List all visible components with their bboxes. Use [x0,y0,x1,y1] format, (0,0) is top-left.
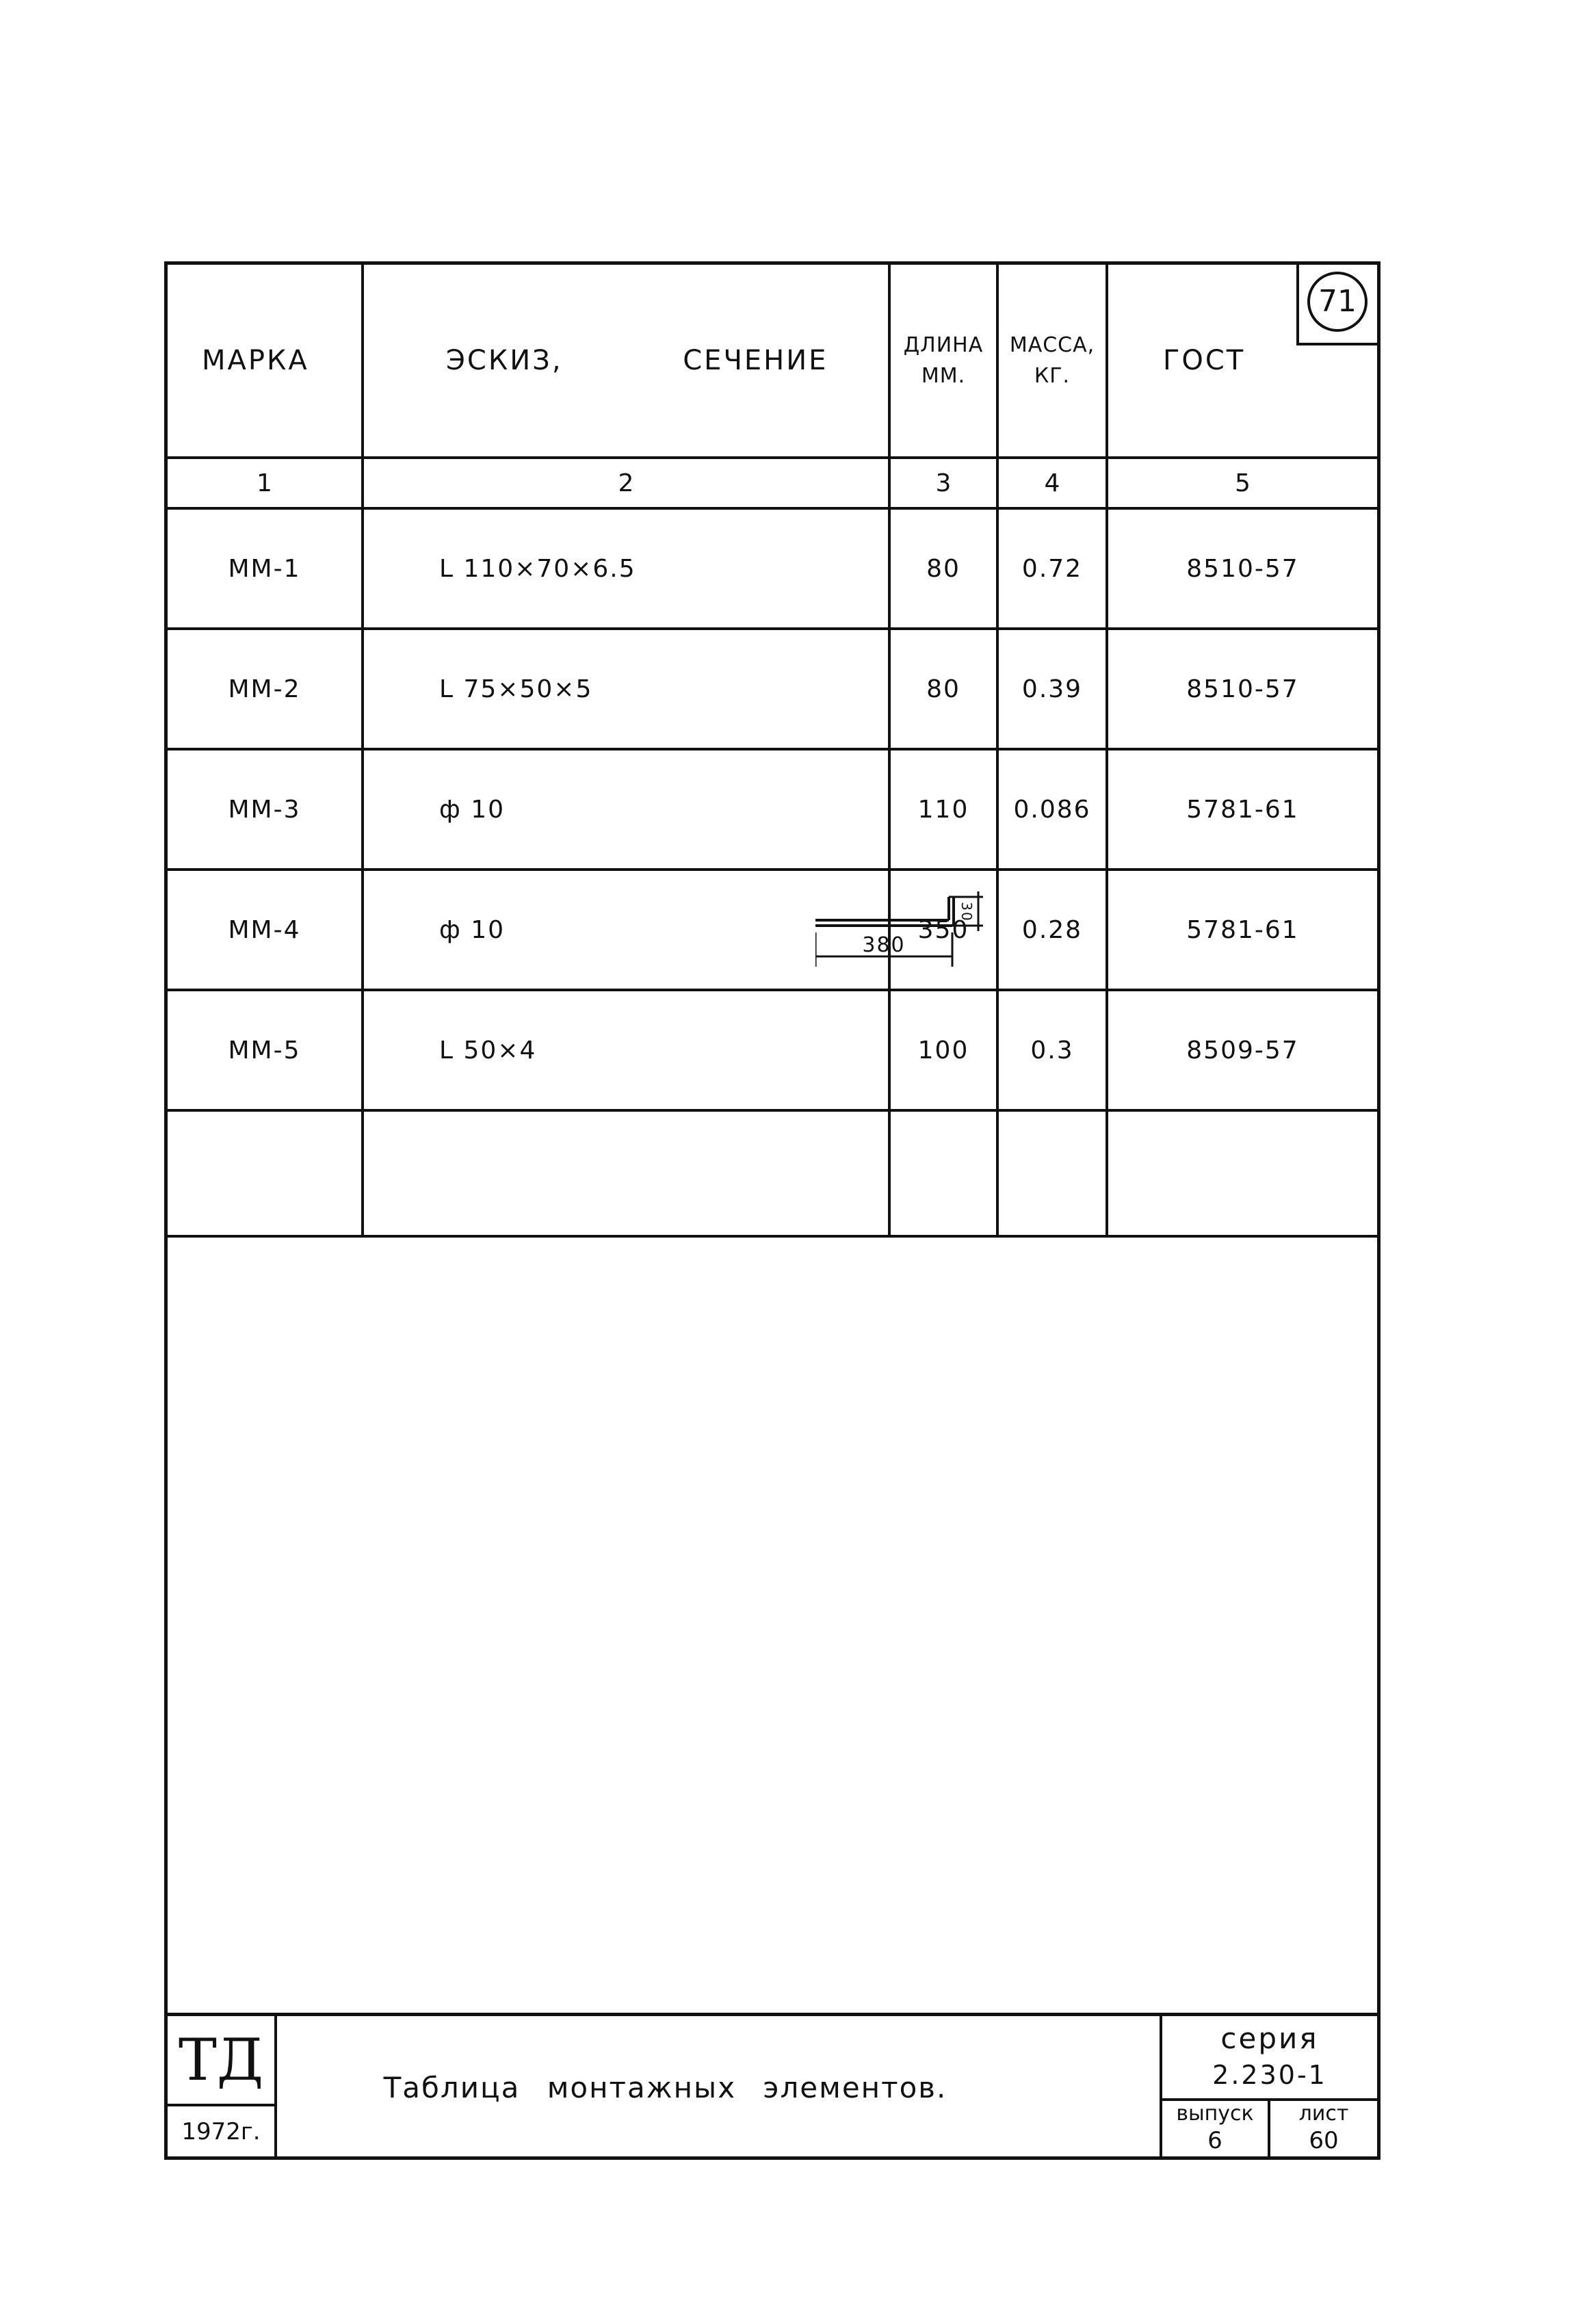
sketch-dim-height: 30 [958,902,975,922]
issue-value: 6 [1207,2127,1222,2154]
drawing-title: Таблица монтажных элементов. [383,2071,947,2104]
series-label: серия [1220,2022,1319,2055]
col-number: 1 [168,458,363,508]
cell-mark: ММ-5 [168,990,363,1110]
issue-sheet-cells [1162,2098,1377,2156]
sheet-label: лист [1298,2102,1349,2126]
cell-section: L 50×4 [363,990,889,1110]
cell-length: 110 [889,749,997,870]
cell-gost: 8510-57 [1107,629,1377,749]
column-number-row [168,458,1377,508]
year: 1972г. [168,2104,274,2157]
cell-mass: 0.28 [997,870,1107,990]
sheet-cell [1270,2101,1377,2156]
col-header-length: ДЛИНА ММ. [889,265,997,458]
cell-mass: 0.3 [997,990,1107,1110]
col-header-sketch: ЭСКИЗ, СЕЧЕНИЕ [363,265,889,458]
issue-cell [1162,2101,1270,2156]
series-block [1160,2016,1377,2156]
cell-mass: 0.086 [997,749,1107,870]
cell-gost: 8510-57 [1107,508,1377,629]
issue-label: выпуск [1176,2102,1254,2126]
table-row [168,990,1377,1110]
cell-empty [363,1110,889,1236]
org-block [168,2016,277,2156]
cell-length: 350 [889,870,997,990]
sheet-value: 60 [1309,2127,1339,2154]
col-number: 4 [997,458,1107,508]
page-number-box [1296,265,1377,345]
cell-section: L 110×70×6.5 [363,508,889,629]
cell-length: 80 [889,508,997,629]
table-row [168,749,1377,870]
bent-rod-sketch-icon [815,891,1007,967]
elements-table [168,265,1377,1238]
header-row [168,265,1377,458]
cell-gost: 5781-61 [1107,870,1377,990]
table-row-empty [168,1110,1377,1236]
series-value: 2.230-1 [1212,2060,1327,2090]
col-number: 3 [889,458,997,508]
cell-mass: 0.72 [997,508,1107,629]
col-header-gost: ГОСТ [1107,265,1377,458]
col-header-mass: МАССА, КГ. [997,265,1107,458]
col-number: 5 [1107,458,1377,508]
table-row [168,629,1377,749]
cell-section: ф 10 [363,749,889,870]
sketch-dim-length: 380 [862,933,906,957]
cell-empty [889,1110,997,1236]
cell-length: 80 [889,629,997,749]
page-number: 71 [1307,272,1368,332]
cell-gost: 8509-57 [1107,990,1377,1110]
org-logo: ТД [178,2026,264,2093]
cell-empty [168,1110,363,1236]
col-number: 2 [363,458,889,508]
cell-empty [1107,1110,1377,1236]
series [1162,2016,1377,2098]
cell-section: L 75×50×5 [363,629,889,749]
cell-length: 100 [889,990,997,1110]
cell-section: ф 10 [439,915,506,944]
title-block [168,2013,1377,2156]
col-header-mark: МАРКА [168,265,363,458]
drawing-sheet [164,261,1381,2160]
cell-mark: ММ-4 [168,870,363,990]
cell-mark: ММ-1 [168,508,363,629]
table-row [168,870,1377,990]
table-row [168,508,1377,629]
cell-empty [997,1110,1107,1236]
cell-mark: ММ-2 [168,629,363,749]
cell-gost: 5781-61 [1107,749,1377,870]
cell-mark: ММ-3 [168,749,363,870]
cell-mass: 0.39 [997,629,1107,749]
